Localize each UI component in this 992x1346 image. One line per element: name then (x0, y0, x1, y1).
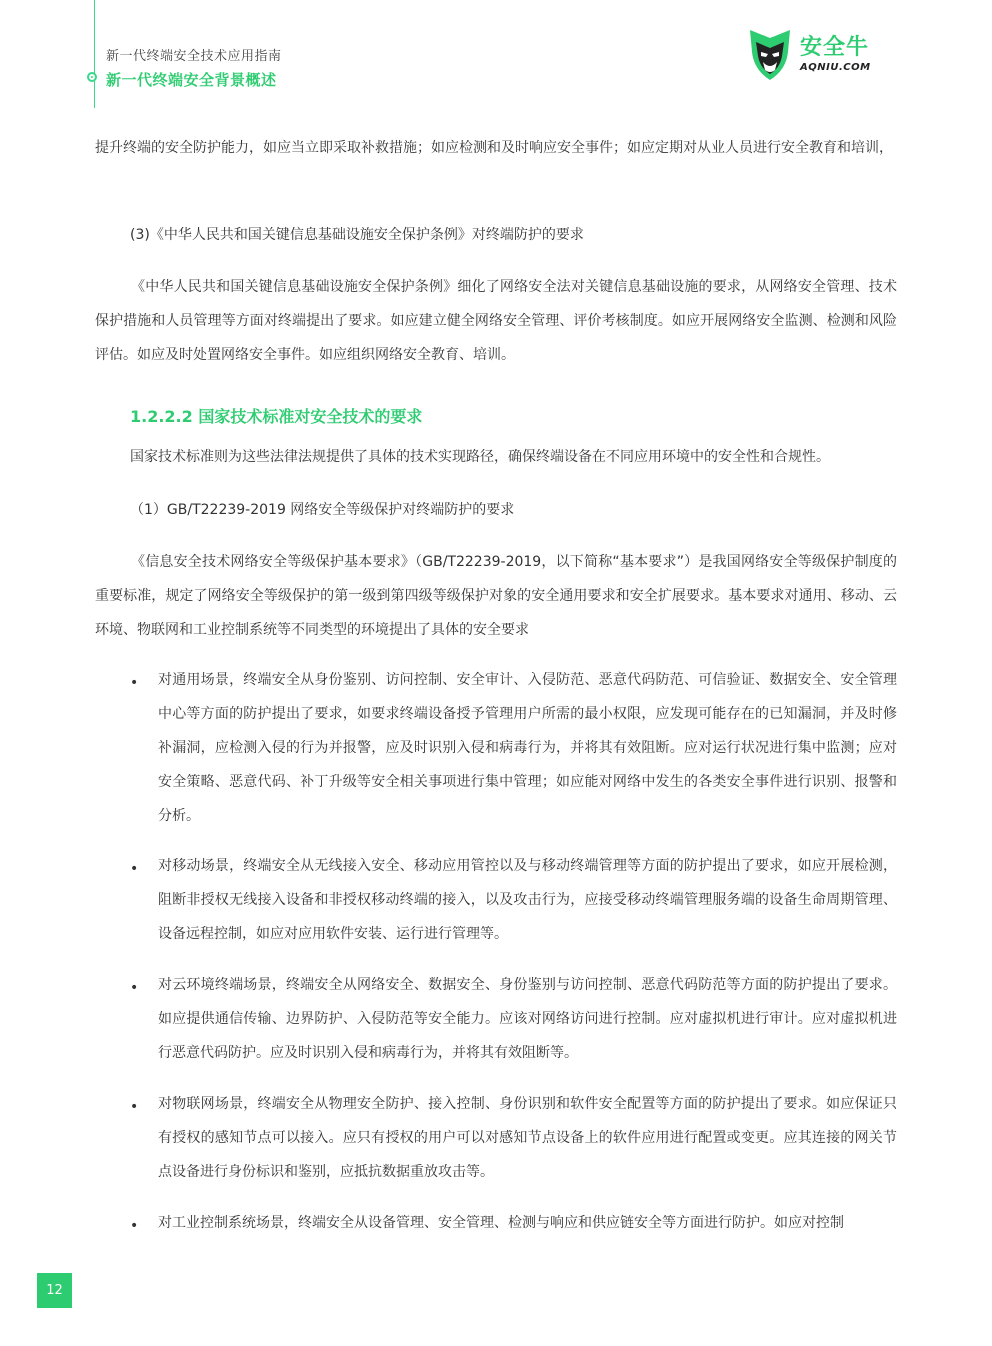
header-accent-line (94, 0, 95, 108)
paragraph-protection: 提升终端的安全防护能力，如应当立即采取补救措施；如应检测和及时响应安全事件；如应定期对从业人员进行安全教育和培训， (95, 140, 893, 156)
paragraph-cii-regulation: 《中华人民共和国关键信息基础设施安全保护条例》细化了网络安全法对关键信息基础设施的要求，从网络安全管理、技术保护措施和人员管理等方面对终端提出了要求。如应建立健全网络安全管理、评价考核制度。如应开展网络安全监测、检测和风险评估。如应及时处置网络安全事件。如应组织网络安全教育、培训。 (95, 279, 897, 363)
bullet-marker: • (130, 675, 139, 691)
item3-heading: (3)《中华人民共和国关键信息基础设施安全保护条例》对终端防护的要求 (130, 227, 584, 243)
logo-domain: AQNIU.COM (800, 62, 871, 73)
item1-heading: （1）GB/T22239-2019 网络安全等级保护对终端防护的要求 (130, 502, 515, 518)
list-item: 对物联网场景，终端安全从物理安全防护、接入控制、身份识别和软件安全配置等方面的防护提出了要求。如应保证只有授权的感知节点可以接入。应只有授权的用户可以对感知节点设备上的软件应用进行配置或变更。应其连接的网关节点设备进行身份标识和鉴别，应抵抗数据重放攻击等。 (158, 1096, 897, 1180)
section-heading: 1.2.2.2 国家技术标准对安全技术的要求 (130, 407, 423, 426)
knight-helmet-icon (744, 26, 796, 84)
page-number: 12 (37, 1273, 72, 1308)
bullet-marker: • (130, 980, 139, 996)
bullet-marker: • (130, 1099, 139, 1115)
document-title: 新一代终端安全技术应用指南 (106, 49, 282, 64)
list-item: 对通用场景，终端安全从身份鉴别、访问控制、安全审计、入侵防范、恶意代码防范、可信验证、数据安全、安全管理中心等方面的防护提出了要求，如要求终端设备授予管理用户所需的最小权限，应发现可能存在的已知漏洞，并及时修补漏洞，应检测入侵的行为并报警，应及时识别入侵和病毒行为，并将其有效阻断。应对运行状况进行集中监测；应对安全策略、恶意代码、补丁升级等安全相关事项进行集中管理；如应能对网络中发生的各类安全事件进行识别、报警和分析。 (158, 672, 897, 824)
section-marker-icon (87, 72, 97, 82)
list-item: 对工业控制系统场景，终端安全从设备管理、安全管理、检测与响应和供应链安全等方面进行防护。如应对控制 (158, 1215, 844, 1231)
list-item: 对云环境终端场景，终端安全从网络安全、数据安全、身份鉴别与访问控制、恶意代码防范等方面的防护提出了要求。如应提供通信传输、边界防护、入侵防范等安全能力。应该对网络访问进行控制。应对虚拟机进行审计。应对虚拟机进行恶意代码防护。应及时识别入侵和病毒行为，并将其有效阻断等。 (158, 977, 897, 1061)
bullet-marker: • (130, 861, 139, 877)
section-title: 新一代终端安全背景概述 (106, 71, 277, 89)
logo-name: 安全牛 (800, 35, 870, 60)
brand-logo (744, 26, 874, 86)
paragraph-gbt22239: 《信息安全技术网络安全等级保护基本要求》（GB/T22239-2019，以下简称“基本要求”）是我国网络安全等级保护制度的重要标准，规定了网络安全等级保护的第一级到第四级等级保护对象的安全通用要求和安全扩展要求。基本要求对通用、移动、云环境、物联网和工业控制系统等不同类型的环境提出了具体的安全要求 (95, 554, 897, 638)
paragraph-standards-intro: 国家技术标准则为这些法律法规提供了具体的技术实现路径，确保终端设备在不同应用环境中的安全性和合规性。 (130, 449, 830, 465)
list-item: 对移动场景，终端安全从无线接入安全、移动应用管控以及与移动终端管理等方面的防护提出了要求，如应开展检测，阻断非授权无线接入设备和非授权移动终端的接入，以及攻击行为，应接受移动终端管理服务端的设备生命周期管理、设备远程控制，如应对应用软件安装、运行进行管理等。 (158, 858, 897, 942)
bullet-marker: • (130, 1218, 139, 1234)
